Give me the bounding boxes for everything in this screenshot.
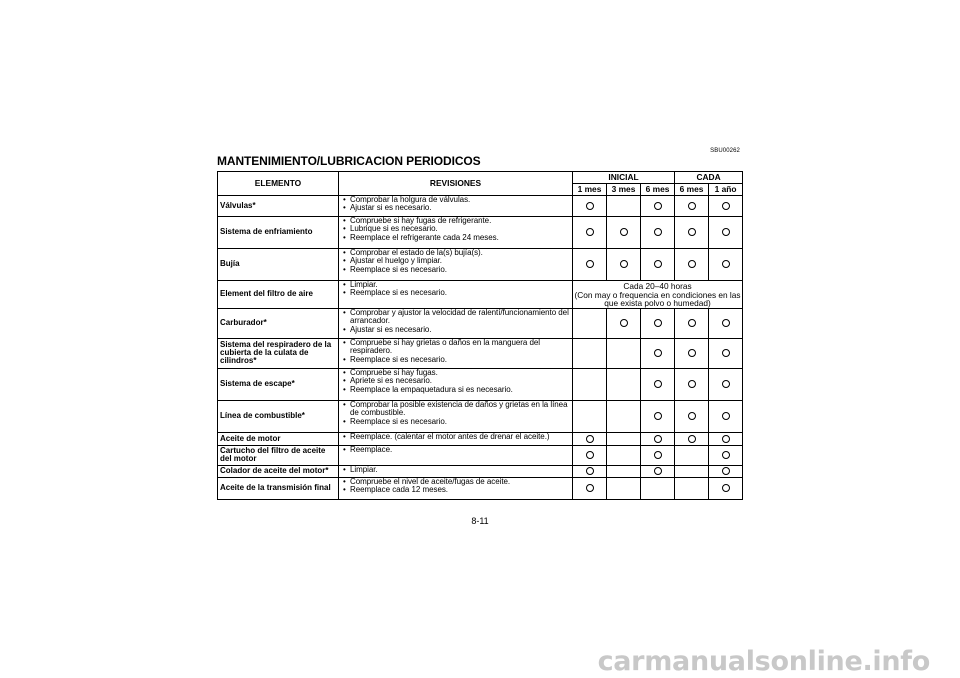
maintenance-table <box>217 171 743 500</box>
cell-mark <box>573 217 607 249</box>
circle-mark-icon <box>688 319 696 327</box>
circle-mark-icon <box>722 228 730 236</box>
circle-mark-icon <box>654 412 662 420</box>
bullet-icon: • <box>343 464 346 474</box>
cell-mark <box>709 217 743 249</box>
bullet-text: Limpiar. <box>350 280 378 289</box>
cell-mark <box>675 368 709 400</box>
table-row <box>218 400 743 432</box>
bullet-item <box>343 466 570 474</box>
cell-elemento: Sistema del respiradero de la cubierta de la culata de cilindros* <box>218 338 339 368</box>
cell-mark <box>709 432 743 445</box>
cell-mark <box>641 308 675 338</box>
circle-mark-icon <box>722 202 730 210</box>
header-period: 1 mes <box>573 184 607 196</box>
bullet-item <box>343 401 570 418</box>
bullet-text: Compruebe el nivel de aceite/fugas de aceite. <box>350 476 511 486</box>
circle-mark-icon <box>654 451 662 459</box>
circle-mark-icon <box>688 260 696 268</box>
bullet-text: Comprobar la holgura de válvulas. <box>350 195 471 204</box>
bullet-icon: • <box>343 431 346 441</box>
cell-mark <box>573 368 607 400</box>
cell-revisiones <box>339 308 573 338</box>
bullet-icon: • <box>343 264 346 274</box>
cell-mark <box>607 249 641 281</box>
bullet-icon: • <box>343 444 346 454</box>
cell-elemento: Bujía <box>218 249 339 281</box>
cell-mark <box>607 338 641 368</box>
cell-elemento: Carburador* <box>218 308 339 338</box>
cell-mark <box>709 249 743 281</box>
bullet-text: Reemplace cada 12 meses. <box>350 485 448 495</box>
circle-mark-icon <box>722 467 730 475</box>
table-row <box>218 477 743 499</box>
cell-mark <box>675 308 709 338</box>
table-row <box>218 368 743 400</box>
cell-elemento: Sistema de enfriamiento <box>218 217 339 249</box>
cell-mark <box>607 445 641 465</box>
header-inicial: INICIAL <box>573 172 675 184</box>
cell-mark <box>709 308 743 338</box>
bullet-icon: • <box>343 224 346 234</box>
bullet-icon: • <box>343 195 346 204</box>
bullet-icon: • <box>343 367 346 377</box>
bullet-icon: • <box>343 256 346 266</box>
cell-elemento: Cartucho del filtro de aceite del motor <box>218 445 339 465</box>
circle-mark-icon <box>654 260 662 268</box>
circle-mark-icon <box>688 202 696 210</box>
circle-mark-icon <box>654 228 662 236</box>
cell-mark <box>709 368 743 400</box>
cell-mark <box>675 217 709 249</box>
cell-mark <box>573 400 607 432</box>
bullet-icon: • <box>343 288 346 298</box>
header-period: 3 mes <box>607 184 641 196</box>
bullet-text: Compruebe si hay grietas o daños en la manguera del respiradero. <box>350 337 541 356</box>
bullet-icon: • <box>343 203 346 213</box>
cell-mark <box>573 445 607 465</box>
circle-mark-icon <box>586 202 594 210</box>
circle-mark-icon <box>722 435 730 443</box>
circle-mark-icon <box>722 380 730 388</box>
cell-mark <box>573 477 607 499</box>
cell-mark <box>641 432 675 445</box>
cell-mark <box>573 196 607 217</box>
bullet-icon: • <box>343 337 346 347</box>
bullet-icon: • <box>343 485 346 495</box>
cell-mark <box>709 338 743 368</box>
bullet-item <box>343 339 570 356</box>
cell-revisiones <box>339 368 573 400</box>
header-revisiones: REVISIONES <box>339 172 573 196</box>
bullet-item <box>343 433 570 441</box>
bullet-text: Reemplace. <box>350 444 393 454</box>
circle-mark-icon <box>722 451 730 459</box>
cell-mark <box>675 477 709 499</box>
circle-mark-icon <box>586 467 594 475</box>
bullet-item <box>343 418 570 426</box>
cell-mark <box>641 217 675 249</box>
cell-mark <box>573 249 607 281</box>
cell-revisiones <box>339 196 573 217</box>
bullet-text: Reemplace la empaquetadura si es necesario. <box>350 384 513 394</box>
table-row <box>218 445 743 465</box>
cell-mark <box>641 400 675 432</box>
bullet-text: Reemplace si es necesario. <box>350 288 447 298</box>
circle-mark-icon <box>654 202 662 210</box>
bullet-text: Reemplace si es necesario. <box>350 354 447 364</box>
cell-mark <box>573 338 607 368</box>
cell-revisiones <box>339 281 573 309</box>
cell-mark <box>641 249 675 281</box>
cell-mark <box>573 308 607 338</box>
cell-mark <box>607 217 641 249</box>
circle-mark-icon <box>586 228 594 236</box>
table-row <box>218 196 743 217</box>
bullet-item <box>343 326 570 334</box>
bullet-icon: • <box>343 384 346 394</box>
cell-elemento: Línea de combustible* <box>218 400 339 432</box>
bullet-icon: • <box>343 216 346 225</box>
cell-mark <box>675 432 709 445</box>
cell-mark <box>709 465 743 477</box>
cell-mark <box>641 196 675 217</box>
bullet-item <box>343 234 570 242</box>
header-period: 6 mes <box>641 184 675 196</box>
bullet-text: Comprobar la posible existencia de daños y grietas en la línea de combustible. <box>350 399 568 418</box>
header-period: 1 año <box>709 184 743 196</box>
circle-mark-icon <box>620 228 628 236</box>
bullet-item <box>343 446 570 454</box>
bullet-item <box>343 289 570 297</box>
circle-mark-icon <box>688 380 696 388</box>
circle-mark-icon <box>586 451 594 459</box>
bullet-text: Apriete si es necesario. <box>350 376 432 386</box>
cell-mark <box>641 338 675 368</box>
bullet-icon: • <box>343 324 346 334</box>
bullet-item <box>343 204 570 212</box>
circle-mark-icon <box>688 349 696 357</box>
cell-revisiones <box>339 249 573 281</box>
bullet-icon: • <box>343 354 346 364</box>
cell-mark <box>675 465 709 477</box>
table-row <box>218 217 743 249</box>
circle-mark-icon <box>722 260 730 268</box>
table-row <box>218 465 743 477</box>
cell-mark <box>675 249 709 281</box>
circle-mark-icon <box>722 484 730 492</box>
circle-mark-icon <box>688 435 696 443</box>
bullet-item <box>343 486 570 494</box>
cell-mark <box>709 196 743 217</box>
cell-mark <box>709 445 743 465</box>
bullet-item <box>343 309 570 326</box>
header-elemento: ELEMENTO <box>218 172 339 196</box>
cell-elemento: Aceite de motor <box>218 432 339 445</box>
bullet-text: Compruebe si hay fugas. <box>350 367 438 377</box>
cell-mark <box>607 308 641 338</box>
table-row <box>218 308 743 338</box>
cell-mark <box>709 400 743 432</box>
table-row <box>218 281 743 309</box>
page-number: 8-11 <box>471 516 489 526</box>
cell-mark <box>573 465 607 477</box>
bullet-icon: • <box>343 307 346 317</box>
bullet-text: Ajustar el huelgo y limpiar. <box>350 256 442 266</box>
table-row <box>218 249 743 281</box>
bullet-text: Comprobar el estado de la(s) bujía(s). <box>350 248 483 257</box>
cell-mark <box>607 465 641 477</box>
page-title: MANTENIMIENTO/LUBRICACION PERIODICOS <box>217 154 481 168</box>
cell-mark <box>641 465 675 477</box>
bullet-text: Ajustar si es necesario. <box>350 324 432 334</box>
bullet-icon: • <box>343 376 346 386</box>
cell-mark <box>675 196 709 217</box>
bullet-icon: • <box>343 416 346 426</box>
circle-mark-icon <box>654 467 662 475</box>
cell-mark <box>607 196 641 217</box>
circle-mark-icon <box>654 435 662 443</box>
bullet-text: Reemplace si es necesario. <box>350 416 447 426</box>
bullet-text: Lubrique si es necesario. <box>350 224 438 234</box>
cell-mark <box>573 432 607 445</box>
cell-mark <box>641 445 675 465</box>
bullet-item <box>343 386 570 394</box>
bullet-text: Limpiar. <box>350 464 378 474</box>
cell-mark <box>641 477 675 499</box>
bullet-item <box>343 356 570 364</box>
cell-revisiones <box>339 465 573 477</box>
cell-revisiones <box>339 432 573 445</box>
cell-mark <box>675 400 709 432</box>
bullet-icon: • <box>343 248 346 257</box>
bullet-icon: • <box>343 280 346 289</box>
header-cada: CADA <box>675 172 743 184</box>
cell-elemento: Sistema de escape* <box>218 368 339 400</box>
cell-revisiones <box>339 217 573 249</box>
cell-mark <box>607 432 641 445</box>
circle-mark-icon <box>620 260 628 268</box>
cell-elemento: Element del filtro de aire <box>218 281 339 309</box>
cell-revisiones <box>339 338 573 368</box>
bullet-icon: • <box>343 399 346 409</box>
cell-revisiones <box>339 400 573 432</box>
circle-mark-icon <box>688 412 696 420</box>
table-row <box>218 432 743 445</box>
cell-mark <box>607 400 641 432</box>
cell-revisiones <box>339 477 573 499</box>
bullet-text: Reemplace el refrigerante cada 24 meses. <box>350 232 499 242</box>
cell-mark <box>641 368 675 400</box>
circle-mark-icon <box>722 319 730 327</box>
interval-note: Cada 20–40 horas (Con may o frequencia en condiciones en las que exista polvo o humedad) <box>574 281 741 309</box>
cell-revisiones <box>339 445 573 465</box>
circle-mark-icon <box>586 260 594 268</box>
circle-mark-icon <box>722 412 730 420</box>
bullet-text: Reemplace si es necesario. <box>350 264 447 274</box>
cell-mark <box>607 477 641 499</box>
circle-mark-icon <box>586 435 594 443</box>
bullet-icon: • <box>343 476 346 486</box>
circle-mark-icon <box>722 349 730 357</box>
cell-elemento: Válvulas* <box>218 196 339 217</box>
circle-mark-icon <box>654 319 662 327</box>
cell-mark <box>675 338 709 368</box>
bullet-text: Comprobar y ajustor la velocidad de ralentí/funcionamiento del arrancador. <box>350 307 569 326</box>
bullet-icon: • <box>343 232 346 242</box>
circle-mark-icon <box>620 319 628 327</box>
bullet-item <box>343 266 570 274</box>
bullet-text: Compruebe si hay fugas de refrigerante. <box>350 216 492 225</box>
circle-mark-icon <box>654 349 662 357</box>
cell-elemento: Aceite de la transmisión final <box>218 477 339 499</box>
document-code: SBU00262 <box>710 148 740 154</box>
watermark: carmanualsonline.info <box>597 646 930 677</box>
cell-elemento: Colador de aceite del motor* <box>218 465 339 477</box>
circle-mark-icon <box>654 380 662 388</box>
table-row <box>218 338 743 368</box>
bullet-text: Reemplace. (calentar el motor antes de drenar el aceite.) <box>350 431 550 441</box>
circle-mark-icon <box>586 484 594 492</box>
cell-mark <box>675 445 709 465</box>
header-period: 6 mes <box>675 184 709 196</box>
cell-mark <box>607 368 641 400</box>
circle-mark-icon <box>688 228 696 236</box>
cell-mark <box>709 477 743 499</box>
bullet-text: Ajustar si es necesario. <box>350 203 432 213</box>
